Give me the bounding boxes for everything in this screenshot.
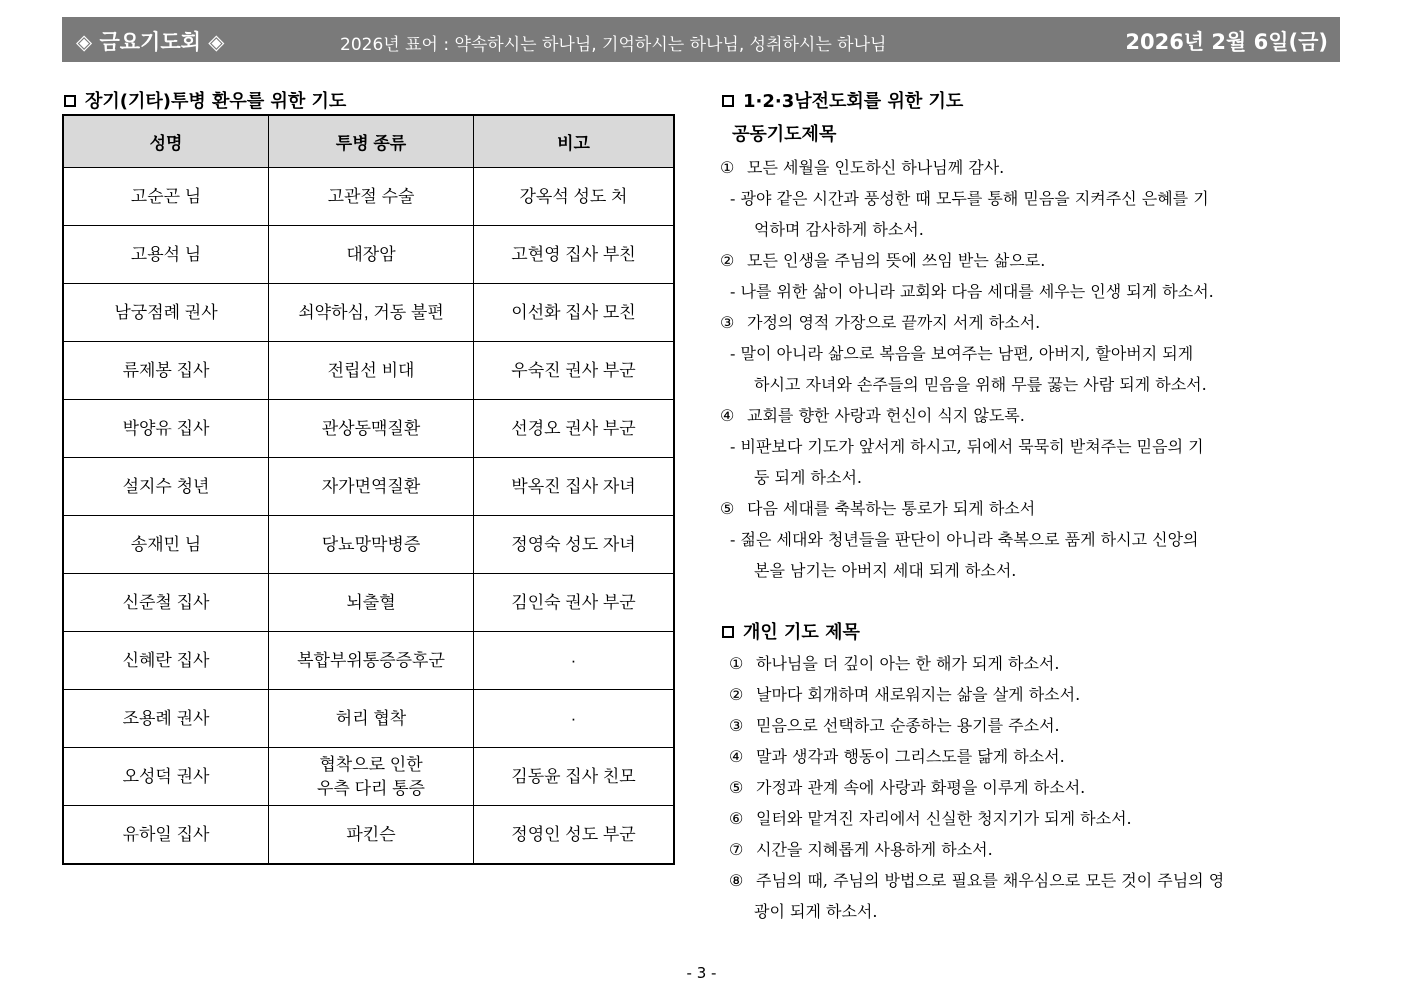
cell-note: 정영인 성도 부군 <box>474 806 675 865</box>
item-detail: - 젊은 세대와 청년들을 판단이 아니라 축복으로 품게 하시고 신앙의 <box>730 530 1199 549</box>
item-detail: 하시고 자녀와 손주들의 믿음을 위해 무릎 꿇는 사람 되게 하소서. <box>754 375 1207 394</box>
item-text: 날마다 회개하며 새로워지는 삶을 살게 하소서. <box>756 685 1081 704</box>
prayer-item <box>720 496 1035 519</box>
item-text: 믿음으로 선택하고 순종하는 용기를 주소서. <box>756 716 1060 735</box>
cell-illness: 대장암 <box>269 226 474 284</box>
item-text: 교회를 향한 사랑과 헌신이 식지 않도록. <box>747 406 1025 425</box>
cell-note: 정영숙 성도 자녀 <box>474 516 675 574</box>
cell-note: 김인숙 권사 부군 <box>474 574 675 632</box>
cell-note: 고현영 집사 부친 <box>474 226 675 284</box>
cell-name: 조용례 권사 <box>63 690 269 748</box>
item-text: 시간을 지혜롭게 사용하게 하소서. <box>756 840 993 859</box>
personal-item <box>729 775 1085 798</box>
cell-name: 설지수 청년 <box>63 458 269 516</box>
item-number: ① <box>729 654 744 673</box>
item-text: 주님의 때, 주님의 방법으로 필요를 채우심으로 모든 것이 주님의 영 <box>756 871 1225 890</box>
item-number: ④ <box>729 747 744 766</box>
cell-name: 신준철 집사 <box>63 574 269 632</box>
cell-illness: 자가면역질환 <box>269 458 474 516</box>
year-motto: 2026년 표어 : 약속하시는 하나님, 기억하시는 하나님, 성취하시는 하나님 <box>340 35 887 55</box>
checkbox-square-icon <box>722 626 734 638</box>
item-number: ② <box>729 685 744 704</box>
col-header-name: 성명 <box>63 115 269 168</box>
table-row <box>63 400 674 458</box>
cell-name: 박양유 집사 <box>63 400 269 458</box>
item-text: 모든 인생을 주님의 뜻에 쓰임 받는 삶으로. <box>747 251 1046 270</box>
table-row <box>63 806 674 865</box>
cell-illness: 관상동맥질환 <box>269 400 474 458</box>
item-number: ③ <box>729 716 744 735</box>
table-row <box>63 690 674 748</box>
patients-table <box>62 114 675 865</box>
item-number: ⑧ <box>729 871 744 890</box>
prayer-item <box>720 248 1045 271</box>
item-number: ⑦ <box>729 840 744 859</box>
cell-illness: 전립선 비대 <box>269 342 474 400</box>
item-continuation: 광이 되게 하소서. <box>754 902 878 921</box>
cell-name: 류제봉 집사 <box>63 342 269 400</box>
personal-section-title-text: 개인 기도 제목 <box>743 622 860 643</box>
table-row <box>63 458 674 516</box>
item-detail: 본을 남기는 아버지 세대 되게 하소서. <box>754 561 1017 580</box>
item-detail: 둥 되게 하소서. <box>754 468 862 487</box>
personal-section-title <box>722 618 860 644</box>
cell-illness: 뇌출혈 <box>269 574 474 632</box>
item-number: ⑥ <box>729 809 744 828</box>
item-text: 하나님을 더 깊이 아는 한 해가 되게 하소서. <box>756 654 1060 673</box>
table-row <box>63 342 674 400</box>
cell-name: 남궁점례 권사 <box>63 284 269 342</box>
patients-table-body <box>63 168 674 865</box>
cell-name: 고용석 님 <box>63 226 269 284</box>
table-row <box>63 226 674 284</box>
item-detail: - 말이 아니라 삶으로 복음을 보여주는 남편, 아버지, 할아버지 되게 <box>730 344 1194 363</box>
cell-note: 강옥석 성도 처 <box>474 168 675 226</box>
table-row <box>63 748 674 806</box>
personal-item <box>729 837 993 860</box>
table-header-row <box>63 115 674 168</box>
left-section-title-text: 장기(기타)투병 환우를 위한 기도 <box>85 91 347 112</box>
prayer-item <box>720 155 1004 178</box>
cell-illness: 복합부위통증증후군 <box>269 632 474 690</box>
personal-item <box>729 713 1060 736</box>
cell-note: 이선화 집사 모친 <box>474 284 675 342</box>
table-row <box>63 516 674 574</box>
col-header-illness: 투병 종류 <box>269 115 474 168</box>
cell-illness: 협착으로 인한 우측 다리 통증 <box>269 748 474 806</box>
cell-name: 신혜란 집사 <box>63 632 269 690</box>
item-detail: - 비판보다 기도가 앞서게 하시고, 뒤에서 묵묵히 받쳐주는 믿음의 기 <box>730 437 1204 456</box>
item-number: ⑤ <box>729 778 744 797</box>
checkbox-square-icon <box>64 95 76 107</box>
cell-name: 고순곤 님 <box>63 168 269 226</box>
table-row <box>63 168 674 226</box>
personal-item <box>729 806 1132 829</box>
right-section-title <box>722 87 963 113</box>
cell-note: 선경오 권사 부군 <box>474 400 675 458</box>
cell-illness: 파킨슨 <box>269 806 474 865</box>
meeting-badge: ◈ 금요기도회 ◈ <box>76 30 225 54</box>
table-row <box>63 284 674 342</box>
meeting-date: 2026년 2월 6일(금) <box>1125 30 1328 54</box>
cell-note: 우숙진 권사 부군 <box>474 342 675 400</box>
checkbox-square-icon <box>722 95 734 107</box>
prayer-item <box>720 310 1040 333</box>
right-section-title-text: 1·2·3남전도회를 위한 기도 <box>743 91 964 112</box>
personal-item <box>729 651 1059 674</box>
item-detail: 억하며 감사하게 하소서. <box>754 220 924 239</box>
col-header-note: 비고 <box>474 115 675 168</box>
cell-name: 유하일 집사 <box>63 806 269 865</box>
item-text: 다음 세대를 축복하는 통로가 되게 하소서 <box>747 499 1036 518</box>
item-text: 모든 세월을 인도하신 하나님께 감사. <box>747 158 1005 177</box>
table-row <box>63 632 674 690</box>
item-detail: - 광야 같은 시간과 풍성한 때 모두를 통해 믿음을 지켜주신 은혜를 기 <box>730 189 1209 208</box>
cell-illness: 쇠약하심, 거동 불편 <box>269 284 474 342</box>
cell-note: 김동윤 집사 친모 <box>474 748 675 806</box>
cell-note: · <box>474 632 675 690</box>
item-text: 일터와 맡겨진 자리에서 신실한 청지기가 되게 하소서. <box>756 809 1132 828</box>
table-row <box>63 574 674 632</box>
item-text: 가정의 영적 가장으로 끝까지 서게 하소서. <box>747 313 1041 332</box>
cell-name: 송재민 님 <box>63 516 269 574</box>
header-bar <box>62 17 1340 62</box>
item-number: ② <box>720 251 735 270</box>
item-text: 가정과 관계 속에 사랑과 화평을 이루게 하소서. <box>756 778 1086 797</box>
personal-item <box>729 744 1065 767</box>
item-number: ① <box>720 158 735 177</box>
personal-item <box>729 868 1224 891</box>
page-number: - 3 - <box>686 964 717 982</box>
cell-name: 오성덕 권사 <box>63 748 269 806</box>
common-prayer-subtitle: 공동기도제목 <box>732 124 837 145</box>
item-text: 말과 생각과 행동이 그리스도를 닮게 하소서. <box>756 747 1065 766</box>
cell-note: 박옥진 집사 자녀 <box>474 458 675 516</box>
item-number: ④ <box>720 406 735 425</box>
cell-illness: 고관절 수술 <box>269 168 474 226</box>
cell-note: · <box>474 690 675 748</box>
prayer-item <box>720 403 1025 426</box>
cell-illness: 허리 협착 <box>269 690 474 748</box>
item-number: ③ <box>720 313 735 332</box>
cell-illness: 당뇨망막병증 <box>269 516 474 574</box>
item-number: ⑤ <box>720 499 735 518</box>
left-section-title <box>64 87 346 113</box>
personal-item <box>729 682 1080 705</box>
item-detail: - 나를 위한 삶이 아니라 교회와 다음 세대를 세우는 인생 되게 하소서. <box>730 282 1214 301</box>
